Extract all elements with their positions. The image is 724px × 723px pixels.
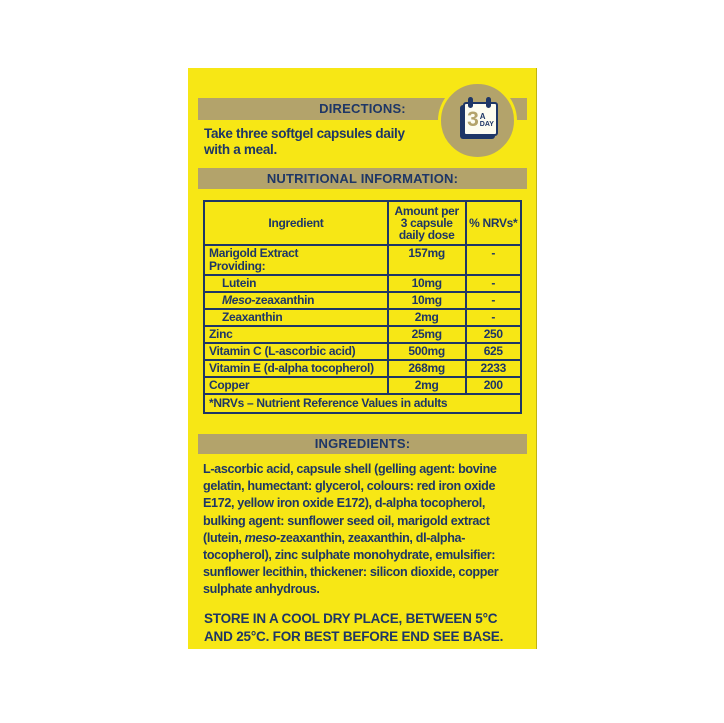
storage-line: STORE IN A COOL DRY PLACE, BETWEEN 5°C [204,611,498,626]
table-row-vitamin-c [204,343,521,360]
badge-unit-stack [480,113,494,128]
nrv-value: - [466,245,521,275]
table-footnote-row [204,394,521,413]
ingredient-name: Zeaxanthin [204,309,388,326]
amount-value: 10mg [388,275,466,292]
ingredients-header-bar [198,434,527,454]
amount-value: 157mg [388,245,466,275]
nrv-value: 625 [466,343,521,360]
supplement-back-label [188,68,537,649]
ingredient-name: Copper [204,377,388,394]
nutrition-header-bar [198,168,527,189]
storage-instructions [204,610,503,645]
ingredients-text-italic: meso [244,530,277,545]
nrv-value: 2233 [466,360,521,377]
directions-text [204,126,405,157]
badge-number: 3 [467,108,479,132]
amount-value: 2mg [388,309,466,326]
amount-value: 25mg [388,326,466,343]
storage-line: AND 25°C. FOR BEST BEFORE END SEE BASE. [204,628,504,644]
directions-line: with a meal. [204,141,277,157]
badge-unit-top: A [479,112,486,121]
ingredients-header-label: INGREDIENTS: [314,436,411,451]
ingredients-text-part: L-ascorbic acid, capsule shell (gelling agent: bovine gelatin, humectant: glycerol, colours: red iron oxide E172, yellow iron oxide E172), d-alpha tocopherol, bulking agent: sunflower seed oil, marigold extract (lutein, [203,462,497,545]
ingredient-name-cell [204,292,388,309]
table-row-vitamin-e [204,360,521,377]
ingredient-name-cell [204,245,388,275]
table-row-lutein [204,275,521,292]
nrv-value: 200 [466,377,521,394]
ingredient-name: Marigold Extract [209,246,299,260]
table-header-row [204,201,521,245]
table-row-copper [204,377,521,394]
calendar-pin-icon [486,97,491,108]
nrv-value: - [466,292,521,309]
directions-header-label: DIRECTIONS: [319,101,406,116]
three-a-day-badge [438,81,517,160]
column-header-ingredient: Ingredient [204,201,388,245]
ingredients-text [203,461,526,599]
ingredient-name: -zeaxanthin [251,293,315,307]
ingredient-name: Vitamin C (L-ascorbic acid) [204,343,388,360]
nutrition-header-label: NUTRITIONAL INFORMATION: [266,171,459,186]
column-header-nrv: % NRVs* [466,201,521,245]
table-row-zinc [204,326,521,343]
amount-value: 10mg [388,292,466,309]
badge-unit-bottom: DAY [479,121,494,128]
nutrition-table [203,200,522,414]
table-row-zeaxanthin [204,309,521,326]
ingredient-name: Vitamin E (d-alpha tocopherol) [204,360,388,377]
calendar-pin-icon [468,97,473,108]
calendar-icon [458,97,500,143]
amount-value: 2mg [388,377,466,394]
amount-value: 500mg [388,343,466,360]
ingredient-name-italic: Meso [222,293,252,307]
nrv-value: - [466,275,521,292]
table-row-marigold-extract [204,245,521,275]
nrv-value: 250 [466,326,521,343]
ingredients-text-part: -zeaxanthin, zeaxanthin, dl-alpha-tocopherol), zinc sulphate monohydrate, emulsifier: sunflower lecithin, thickener: silicon dioxide, copper sulphate anhydrous. [203,530,499,597]
nrv-value: - [466,309,521,326]
ingredient-name: Lutein [204,275,388,292]
ingredient-providing-label: Providing: [209,259,266,273]
column-header-amount: Amount per 3 capsule daily dose [388,201,466,245]
directions-line: Take three softgel capsules daily [204,126,405,141]
nrv-footnote: *NRVs – Nutrient Reference Values in adults [204,394,521,413]
ingredient-name: Zinc [204,326,388,343]
amount-value: 268mg [388,360,466,377]
table-row-meso-zeaxanthin [204,292,521,309]
